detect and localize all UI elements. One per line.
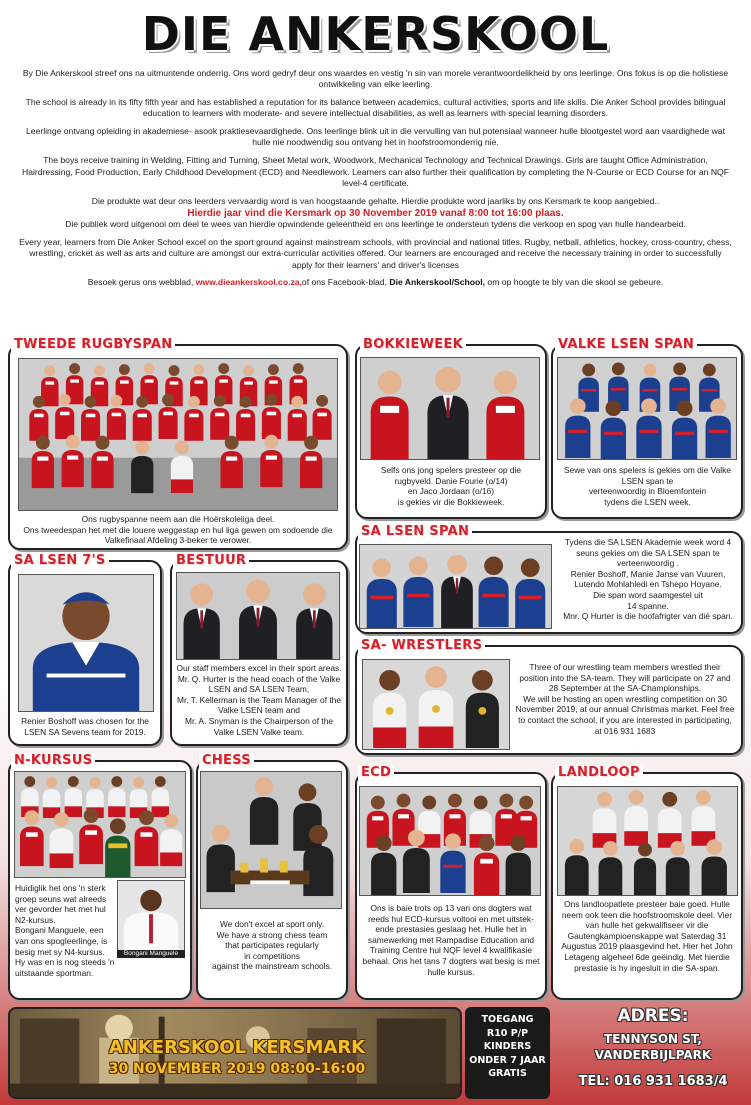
intro-paragraph: The boys receive training in Welding, Fitting and Turning, Sheet Metal work, Woodwork, Mechanical Technology and Technical Drawings. Girls are taught Office Administration, Hairdressing, Food Production, Early Childhood Development (ECD) and Needlework. Learners can also further their qualification by completing the N-Course or ECD Course for an NQF level-4 certificate. xyxy=(22,155,729,188)
sevens-heading: SA LSEN 7'S xyxy=(11,553,109,569)
bestuur-heading: BESTUUR xyxy=(173,553,249,569)
ecd-heading: ECD xyxy=(358,765,394,781)
intro-paragraph: Die publiek word uitgenooi om deel te wees van hierdie opwindende geleentheid en ons leerlinge te ondersteun tydens die verkoop en spog van hulle handearbeid. xyxy=(65,219,686,230)
intro-paragraph: Die produkte wat deur ons leerders vervaardig word is van hoogstaande gehalte. Hierdie produkte word jaarliks by ons Kersmark te koop aangebied.. xyxy=(91,195,660,206)
valke-heading: VALKE LSEN SPAN xyxy=(555,337,697,353)
sevens-caption: Renier Boshoff was chosen for the LSEN SA Sevens team for 2019. xyxy=(21,716,149,737)
website-link[interactable]: www.dieankerskool.co.za, xyxy=(195,277,302,288)
market-banner xyxy=(8,1007,462,1099)
nkursus-photo xyxy=(14,771,186,878)
bestuur-caption: Our staff members excel in their sport areas. Mr. Q. Hurter is the head coach of the Valke LSEN and SA LSEN Team, Mr. T. Kellerman is the Team Manager of the Valke LSEN team and Mr. A. Snyman is the Chairperson of the Valke LSEN Valke team. xyxy=(176,663,342,737)
bongani-photo xyxy=(117,880,185,958)
ecd-caption: Ons is baie trots op 13 van ons dogters wat reeds hul ECD-kursus voltooi en met uitstek-ende prestasies geslaag het. Hulle het in samewerking met Rampadise Education and Training Centre hul NQF level 4 kwalifikasie behaal. Ons het tans 7 dogters wat besig is met hulle kursus. xyxy=(362,903,540,977)
market-title: ANKERSKOOL KERSMARK xyxy=(108,1037,366,1058)
intro-paragraph: Besoek gerus ons webblad, www.dieankerskool.co.za,of ons Facebook-blad, Die Ankerskool/School, om op hoogte te bly van die skool se gebeure. xyxy=(87,277,664,288)
bongani-label: Bongani Manguele xyxy=(117,950,185,958)
bestuur-photo xyxy=(176,572,340,660)
phone-number[interactable]: TEL: 016 931 1683/4 xyxy=(578,1074,728,1089)
landloop-heading: LANDLOOP xyxy=(555,765,643,781)
address-label: ADRES: xyxy=(617,1006,689,1026)
chess-heading: CHESS xyxy=(199,753,254,769)
rugby-caption: Ons rugbyspanne neem aan die Hoërskoleliga deel. Ons tweedespan het met die louere weggestap en hul liga gewen om sodoende die Valkefinaal Afdeling 3-beker te verower. xyxy=(23,514,333,546)
landloop-caption: Ons landloopatlete presteer baie goed. Hulle neem ook teen die hoofstroomskole deel. Vier van hulle het gekwalifiseer vir die Gautengkampioenskappe wat Saterdag 31 Augustus 2019 plaasgevind het. Hier het John Letageng algeheel 6de geëindig. Met hierdie prestasie is hy ingesluit in die SA-span. xyxy=(561,899,733,973)
address-street: TENNYSON ST, xyxy=(604,1032,702,1046)
market-date: 30 NOVEMBER 2019 08:00-16:00 xyxy=(108,1061,366,1077)
valke-caption: Sewe van ons spelers is gekies om die Valke LSEN span te verteenwoordig in Bloemfontein tydens die LSEN week. xyxy=(564,465,731,507)
bokkie-caption: Selfs ons jong spelers presteer op die rugbyveld. Danie Fourie (o/14) en Jaco Jordaan (o/16) is gekies vir die Bokkieweek. xyxy=(380,465,522,507)
intro-paragraph: By Die Ankerskool streef ons na uitmuntende onderrig. Ons word gedryf deur ons waardes en vestig 'n sin van morele verantwoordelikheid by ons leerlinge. Ons fokus is op die holistiese ontwikkeling van elke leerling. xyxy=(22,68,729,90)
address-town: VANDERBIJLPARK xyxy=(594,1048,712,1062)
intro-paragraph: Leerlinge ontvang opleiding in akademiese- asook praktiesevaardighede. Ons leerlinge blink uit in die vervulling van hul potensiaal wanneer hulle blootgestel word aan vaardighede wat hulle nie noodwendig sou ontvang het in hoofstroomonderrig nie. xyxy=(26,126,725,148)
intro-paragraph: Every year, learners from Die Anker School excel on the sport ground against mainstream schools, with provincial and national titles. Rugby, netball, athletics, hockey, cross-country, chess, wrestling, cricket as well as arts and culture are amongst our extra-curricular activities offered. Our learners are encouraged and receive the necessary training in order to successfully apply for their learners' and driver's licenses xyxy=(19,237,732,270)
ecd-photo xyxy=(359,786,541,896)
rugby-team-photo xyxy=(18,358,338,511)
chess-caption: We don't excel at sport only. We have a strong chess team that participates regularly in competitions against the mainstream schools. xyxy=(211,919,333,972)
valke-photo xyxy=(557,357,737,460)
admission-box: TOEGANG R10 P/P KINDERS ONDER 7 JAAR GRATIS xyxy=(465,1007,550,1099)
landloop-photo xyxy=(557,786,738,896)
nkursus-caption: Huidiglik het ons 'n sterk groep seuns wat alreeds ver gevorder het met hul N2-kursus. Bongani Manguele, een van ons spogleerlinge, is besig met sy N4-kursus. Hy was en is nog steeds 'n uitstaande sportman. xyxy=(15,883,115,978)
bokkie-photo xyxy=(360,357,540,460)
intro-text xyxy=(18,68,733,295)
salsen-heading: SA LSEN SPAN xyxy=(358,524,472,540)
bokkie-heading: BOKKIEWEEK xyxy=(360,337,466,353)
page-title: DIE ANKERSKOOL xyxy=(141,7,610,61)
salsen-photo xyxy=(359,544,552,629)
intro-paragraph: The school is already in its fifty fifth year and has established a reputation for its balance between academics, cultural activities, sports and life skills. Die Anker School provides bilingual education to learners with moderate- and severe intellectual disabilities, as well as learners with special learning disorders. xyxy=(25,97,726,119)
wrestlers-photo xyxy=(362,659,510,750)
wrestlers-heading: SA- WRESTLERS xyxy=(358,638,485,654)
rugby-heading: TWEEDE RUGBYSPAN xyxy=(11,337,175,353)
chess-photo xyxy=(200,771,342,909)
market-highlight: Hierdie jaar vind die Kersmark op 30 November 2019 vanaf 8:00 tot 16:00 plaas. xyxy=(187,207,564,219)
sevens-photo xyxy=(18,574,154,712)
nkursus-heading: N-KURSUS xyxy=(11,753,95,769)
salsen-caption: Tydens die SA LSEN Akademie week word 4 seuns gekies om die SA LSEN span te verteenwoordig . Renier Boshoff, Manie Janse van Vuuren, Lutendo Mohlahledi en Tshepo Hoyane. Die span word saamgestel uit 14 spanne. Mnr. Q Hurter is die hoofafrigter van dié span. xyxy=(563,537,733,622)
facebook-link[interactable]: Die Ankerskool/School, xyxy=(389,277,486,288)
wrestlers-caption: Three of our wrestling team members wrestled their position into the SA-team. They will participate on 27 and 28 September at the SA-Championships. We will be hosting an open wrestling competition on 30 November 2019, at our annual Christmas market. Feel free to contact the school, if you are interested in participating, at 016 931 1683 xyxy=(515,662,735,736)
